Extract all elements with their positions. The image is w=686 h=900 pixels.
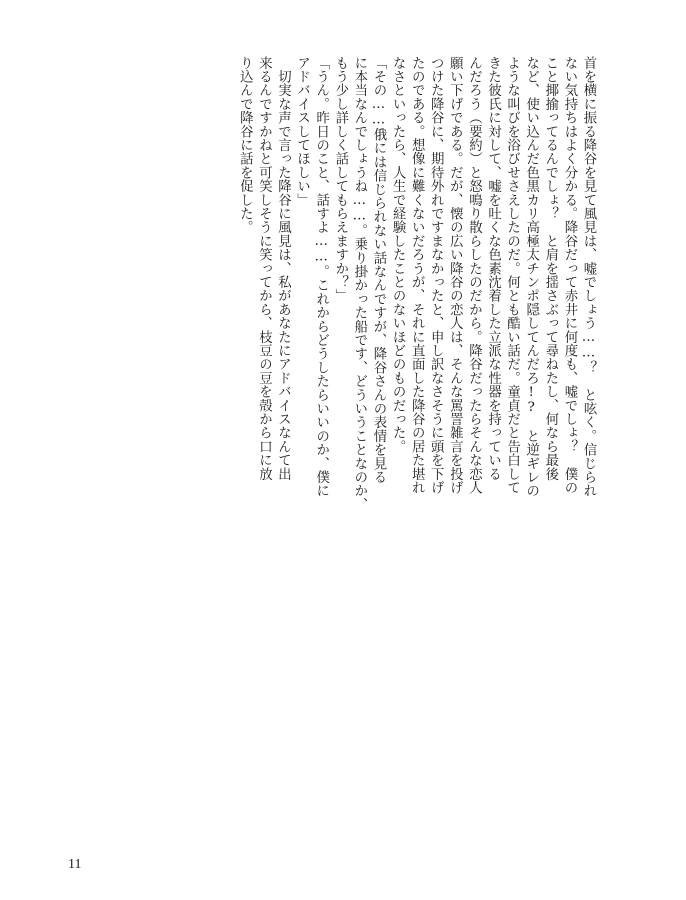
text-line-13: に本当なんでしょうね……。乗り掛かった船です、どういうことなのか、 <box>351 56 367 512</box>
text-line-11: なさといったら、人生で経験したことのないほどのものだった。 <box>390 56 406 454</box>
text-line-1: 首を横に振る降谷を見て風見は、嘘でしょう……？ と呟く。信じられ <box>581 56 596 498</box>
vertical-text-body <box>235 56 598 656</box>
text-line-17: 切実な声で言った降谷に風見は、私があなたにアドバイスなんて出 <box>275 56 291 481</box>
text-line-18: 来るんですかねと可笑しそうに笑ってから、枝豆の豆を殻から口に放 <box>256 56 272 481</box>
text-line-8: 願い下げである。だが、懐の広い降谷の恋人は、そんな罵詈雑言を投げ <box>447 56 463 495</box>
page-number: 11 <box>68 857 82 872</box>
text-line-10: たのである。想像に難くないだろうが、それに直面した降谷の居た堪れ <box>409 56 425 495</box>
text-line-7: んだろう（要約）と怒鳴り散らしたのだから。降谷だったらそんな恋人 <box>466 56 482 495</box>
text-line-5: ような叫びを浴びせさえしたのだ。何とも酷い話だ。童貞だと告白して <box>504 56 520 495</box>
text-line-15: 「うん。昨日のこと、話すよ……。これからどうしたらいいのか、僕に <box>313 56 329 498</box>
text-line-16: アドバイスしてほしい」 <box>294 56 310 207</box>
text-line-12: 「その……俄には信じられない話なんですが、降谷さんの表情を見る <box>370 56 386 484</box>
text-line-19: り込んで降谷に話を促した。 <box>237 56 253 235</box>
text-line-6: きた彼氏に対して、嘘を吐くな色素沈着した立派な性器を持っている <box>485 56 501 481</box>
text-line-2: ない気持ちはよく分かる。降谷だって赤井に何度も、嘘でしょ？ 僕の <box>561 56 577 495</box>
text-line-14: もう少し詳しく話してもらえますか？」 <box>332 56 348 303</box>
text-line-9: つけた降谷に、期待外れですまなかったと、申し訳なさそうに頭を下げ <box>428 56 444 495</box>
text-line-4: など、使い込んだ色黒カリ高極太チンポ隠してんだろ!? と逆ギレの <box>523 56 539 498</box>
text-line-3: こと揶揄ってるんでしょ？ と肩を揺さぶって尋ねたし、何なら最後 <box>542 56 558 481</box>
